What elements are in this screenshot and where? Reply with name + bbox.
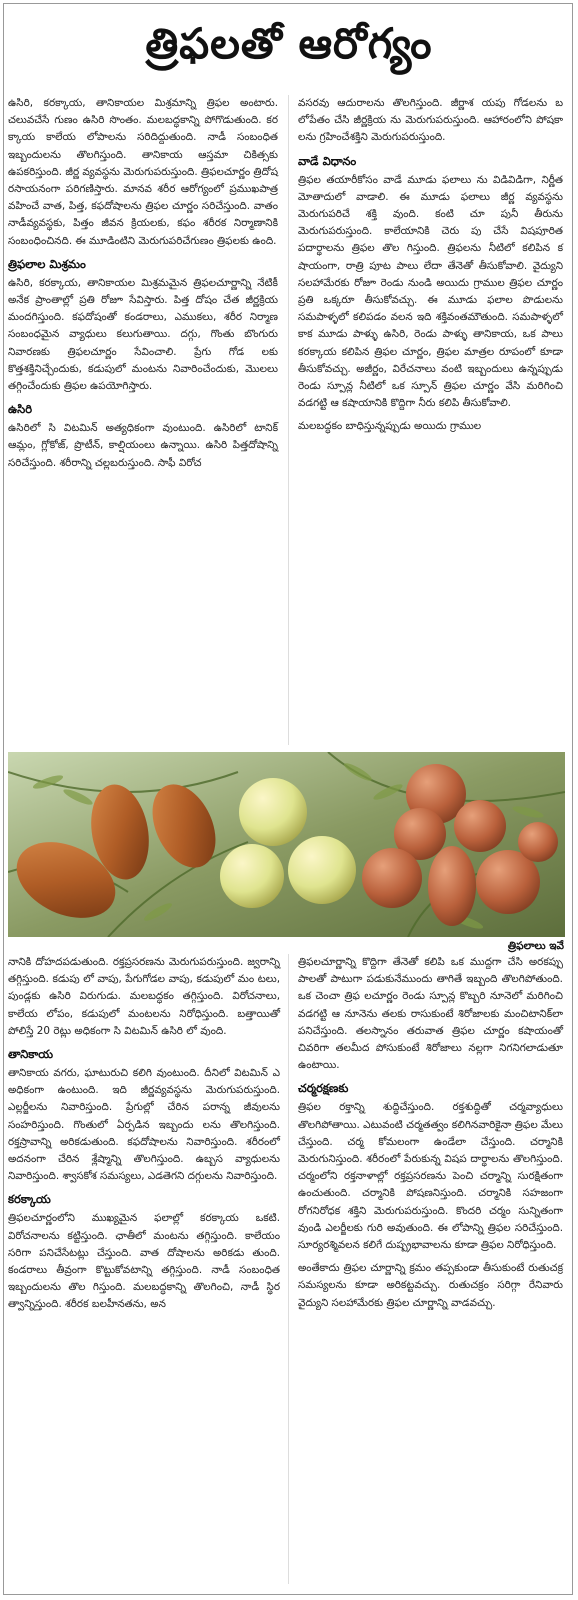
paragraph: త్రిఫలచూర్ణంలోని ముఖ్యమైన ఫలాల్లో కరక్కాయ ఒకటి. విరోచనాలను కట్టిస్తుంది. ఛాతీలో మంటను తగ్గిస్తుంది. కాలేయం సరిగా పనిచేసేటట్లు చేస్తుంది. వాత దోషాలను అరికడు తుంది. కండరాలు తీవ్రంగా కొట్టుకోవటాన్ని తగ్గిస్తుంది. నాడీ సంబంధిత ఇబ్బందులను తొల గిస్తుంది. మలబద్ధకాన్ని తొలగించి, నాడీ స్థిర త్వాన్నిస్తుంది. శరీరక బలహీనతను, అన — [8, 1212, 280, 1311]
paragraph: ఉసిరి, కరక్కాయ, తానికాయల మిశ్రమాన్ని త్రిఫల అంటారు. చలువచేసే గుణం ఉసిరి సొంతం. మలబద్ధకాన్ని పోగొడుతుంది. కర క్కాయ కాలేయ లోపాలను సరిదిద్దుతుంది. నాడీ సంబంధిత ఇబ్బందులను తొలగిస్తుంది. తానికాయ ఆస్తమా చికిత్సకు ఉపకరిస్తుంది. జీర్ణ వ్యవస్థను మెరుగుపరుస్తుంది. త్రిఫలచూర్ణం త్రిదోష రసాయనంగా పరిగణిస్తారు. మానవ శరీర ఆరోగ్యంలో ప్రముఖపాత్ర వహించే వాత, పిత్త, కఫదోషాలను త్రిఫల చూర్ణం సరిచేస్తుంది. వాతం నాడీవ్యవస్థకు, పిత్తం జీవన క్రియలకు, కఫం శరీరక నిర్మాణానికి సంబంధించినది. ఈ మూడింటిని మెరుగుపరిచేగుణం త్రిఫలకు ఉంది. — [8, 97, 278, 247]
paragraph: త్రిఫల తయారీకోసం వాడే మూడు ఫలాలు ను విడివిడిగా, నిర్ణీత మోతాదులో వాడాలి. ఈ మూడు ఫలాలు జీర్ణ వ్యవస్థను మెరుగుపరిచే శక్తి వుంది. కంటి చూ పునీ తీరును మెరుగుపరుస్తుంది. కాలేయానికి చెరు పు చేసే విషపూరిత పదార్థాలను త్రిఫల తొల గిస్తుంది. త్రిఫలను నీటిలో కలిపిన క షాయంగా, రాత్రి పూట పాలు లేదా తేనెతో తీసుకోవాలి. వైద్యుని సలహామేరకు రోజూ రెండు నుండి అయిదు గ్రాముల త్రిఫల చూర్ణం ప్రతి ఒక్కరూ తీసుకోవచ్చు. ఈ మూడు ఫలాల పొడులను సమపాళ్ళలో కలిపడం వలన ఇది శక్తివంతమౌతుంది. సమపాళ్ళలో కాక మూడు పాళ్ళు ఉసిరి, రెండు పాళ్ళు తానికాయ, ఒక పాలు కరక్కాయ కలిపిన త్రిఫల చూర్ణం, త్రిఫల మాత్రల రూపంలో కూడా తీసుకోవచ్చు. అజీర్ణం, విరేచనాలు వంటి ఇబ్బందులు ఉన్నప్పుడు రెండు స్పూన్ల నీటిలో ఒక స్పూన్ త్రిఫల చూర్ణం వేసి మరిగించి వడగట్టి ఆ కషాయానికి కొద్దిగా నీరు కలిపి తీసుకోవాలి. — [298, 173, 563, 410]
column-2 — [298, 95, 563, 442]
column-1 — [8, 95, 278, 478]
section-heading: కరక్కాయ — [8, 1192, 51, 1207]
section-heading: చర్మరక్షణకు — [298, 1081, 349, 1096]
section-heading: ఉసిరి — [8, 402, 33, 417]
paragraph: త్రిఫలచూర్ణాన్ని కొద్దిగా తేనెతో కలిపి ఒక ముద్దగా చేసి అరకప్పు పాలతో పాటుగా పడుకునేముందు తాగితే ఇబ్బంది తొలగిపోతుంది. ఒక చెంచా త్రిఫ లచూర్ణం రెండు స్పూన్ల కొబ్బరి నూనెలో మరిగించి వడగట్టి ఆ నూనెను తలకు రాసుకుంటే శిరోజాలకు మంచిటానిక్‌లా పనిచేస్తుంది. తలస్నానం తరువాత త్రిఫల చూర్ణం కషాయంతో చివరిగా తలమీద పోసుకుంటే శిరోజాలు నల్లగా నిగనిగలాడుతూ ఉంటాయి. — [298, 956, 563, 1072]
column-divider-bottom — [288, 954, 289, 1584]
paragraph: ఉసిరి, కరక్కాయ, తానికాయల మిశ్రమమైన త్రిఫలచూర్ణాన్ని నేటికీ అనేక ప్రాంతాల్లో ప్రతి రోజూ సేవిస్తారు. పిత్త దోషం చేత జీర్ణక్రియ మందగిస్తుంది. కఫదోషంతో కండరాలు, ఎముకలు, శరీర నిర్మాణ సంబంధమైన వ్యాధులు కలుగుతాయి. దగ్గు, గొంతు బొంగురు నివారణకు త్రిఫలచూర్ణం సేవించాలి. ప్రేగు గోడ లకు కొత్తశక్తినిచ్చేందుకు, కడుపులో మంటను నివారించేందుకు, మొలలు తగ్గించేందుకు త్రిఫల ఉపయోగిస్తారు. — [8, 276, 278, 393]
section-heading: తానికాయ — [8, 1047, 54, 1062]
triphala-fruits-photo — [8, 752, 565, 937]
photo-caption: త్రిఫలాలు ఇవే — [507, 940, 564, 952]
paragraph: మలబద్ధకం బాధిస్తున్నప్పుడు అయిదు గ్రాముల — [298, 420, 482, 433]
paragraph: అంతేకాదు త్రిఫల చూర్ణాన్ని క్రమం తప్పకుండా తీసుకుంటే రుతుచక్ర సమస్యలను కూడా అరికట్టవచ్చు. రుతుచక్రం సరిగ్గా రేనివారు వైద్యుని సలహామేరకు త్రిఫల చూర్ణాన్ని వాడవచ్చు. — [298, 1262, 563, 1309]
column-3 — [8, 954, 280, 1320]
column-divider-top — [288, 95, 289, 745]
paragraph: త్రిఫల రక్తాన్ని శుద్ధిచేస్తుంది. రక్తశుద్ధితో చర్మవ్యాధులు తొలగిపోతాయి. ఎటువంటి చర్మతత్వం కలిగినవారికైనా త్రిఫల మేలు చేస్తుంది. చర్మ కోమలంగా ఉండేలా చేస్తుంది. చర్మానికి మెరుగునిస్తుంది. శరీరంలో పేరుకున్న విషప దార్థాలను తొలగిస్తుంది. చర్మంలోని రక్తనాళాల్లో రక్తప్రసరణను పెంచి చర్మాన్ని సురక్షితంగా ఉంచుతుంది. చర్మానికి పోషణనిస్తుంది. చర్మానికి సహజంగా రోగనిరోధక శక్తిని మెరుగుపరుస్తుంది. కొందరి చర్మం సున్నితంగా వుండి ఎలర్జీలకు గురి అవుతుంది. ఈ లోపాన్ని త్రిఫల సరిచేస్తుంది. సూర్యరశ్మివలన కలిగే దుష్ప్రభావాలను కూడా త్రిఫల నిరోధిస్తుంది. — [298, 1101, 563, 1252]
paragraph: వసరవు ఆదురాలను తొలగిస్తుంది. జీర్ణాశ యపు గోడలను బ లోపేతం చేసి జీర్ణక్రియ ను మెరుగుపరుస్తుంది. ఆహారంలోని పోషకా లను గ్రహించేశక్తిని మెరుగుపరుస్తుంది. — [298, 97, 563, 144]
paragraph: నానికి దోహదపడుతుంది. రక్తప్రసరణను మెరుగుపరుస్తుంది. జ్వరాన్ని తగ్గిస్తుంది. కడుపు లో వాపు, పేగుగోడల వాపు, కడుపులో మం టలు, పుండ్లకు ఉసిరి విరుగుడు. మలబద్ధకం తగ్గిస్తుంది. విరోచనాలు, కాలేయ లోపం, కడుపులో మంటలను నిరోధిస్తుంది. బత్తాయితో పోలిస్తే 20 రెట్లు అధికంగా సి విటమిన్ ఉసిరి లో వుంది. — [8, 956, 280, 1037]
section-heading: త్రిఫలాల మిశ్రమం — [8, 256, 86, 271]
column-4 — [298, 954, 563, 1318]
paragraph: తానికాయ వగరు, ఘాటురుచి కలిగి వుంటుంది. దీనిలో విటమిన్ ఎ అధికంగా ఉంటుంది. ఇది జీర్ణవ్యవస్థను మెరుగుపరుస్తుంది. ఎల్లర్జీలను నివారిస్తుంది. ప్రేగుల్లో చేరిన పరాన్న జీవులను సంహరిస్తుంది. గొంతులో ఏర్పడిన ఇబ్బందు లను తొలగిస్తుంది. రక్తస్రావాన్ని అరికడుతుంది. కఫదోషాలను నివారిస్తుంది. శరీరంలో అదనంగా చేరిన శ్లేష్మాన్ని తొలగిస్తుంది. ఉబ్బస వ్యాధులను నివారిస్తుంది. శ్వాసకోశ సమస్యలు, ఎడతెగని దగ్గులను నివారిస్తుంది. — [8, 1067, 280, 1183]
article-title: త్రిఫలతో ఆరోగ్యం — [145, 19, 433, 68]
paragraph: ఉసిరిలో సి విటమిన్ అత్యధికంగా వుంటుంది. ఉసిరిలో టానిక్ ఆమ్లం, గ్లోకోజ్, ప్రొటీన్, కాల్షియంలు ఉన్నాయి. ఉసిరి పిత్తదోషాన్ని సరిచేస్తుంది. శరీరాన్ని చల్లబరుస్తుంది. సాఫీ విరోచ — [8, 422, 278, 469]
section-heading: వాడే విధానం — [298, 153, 357, 168]
